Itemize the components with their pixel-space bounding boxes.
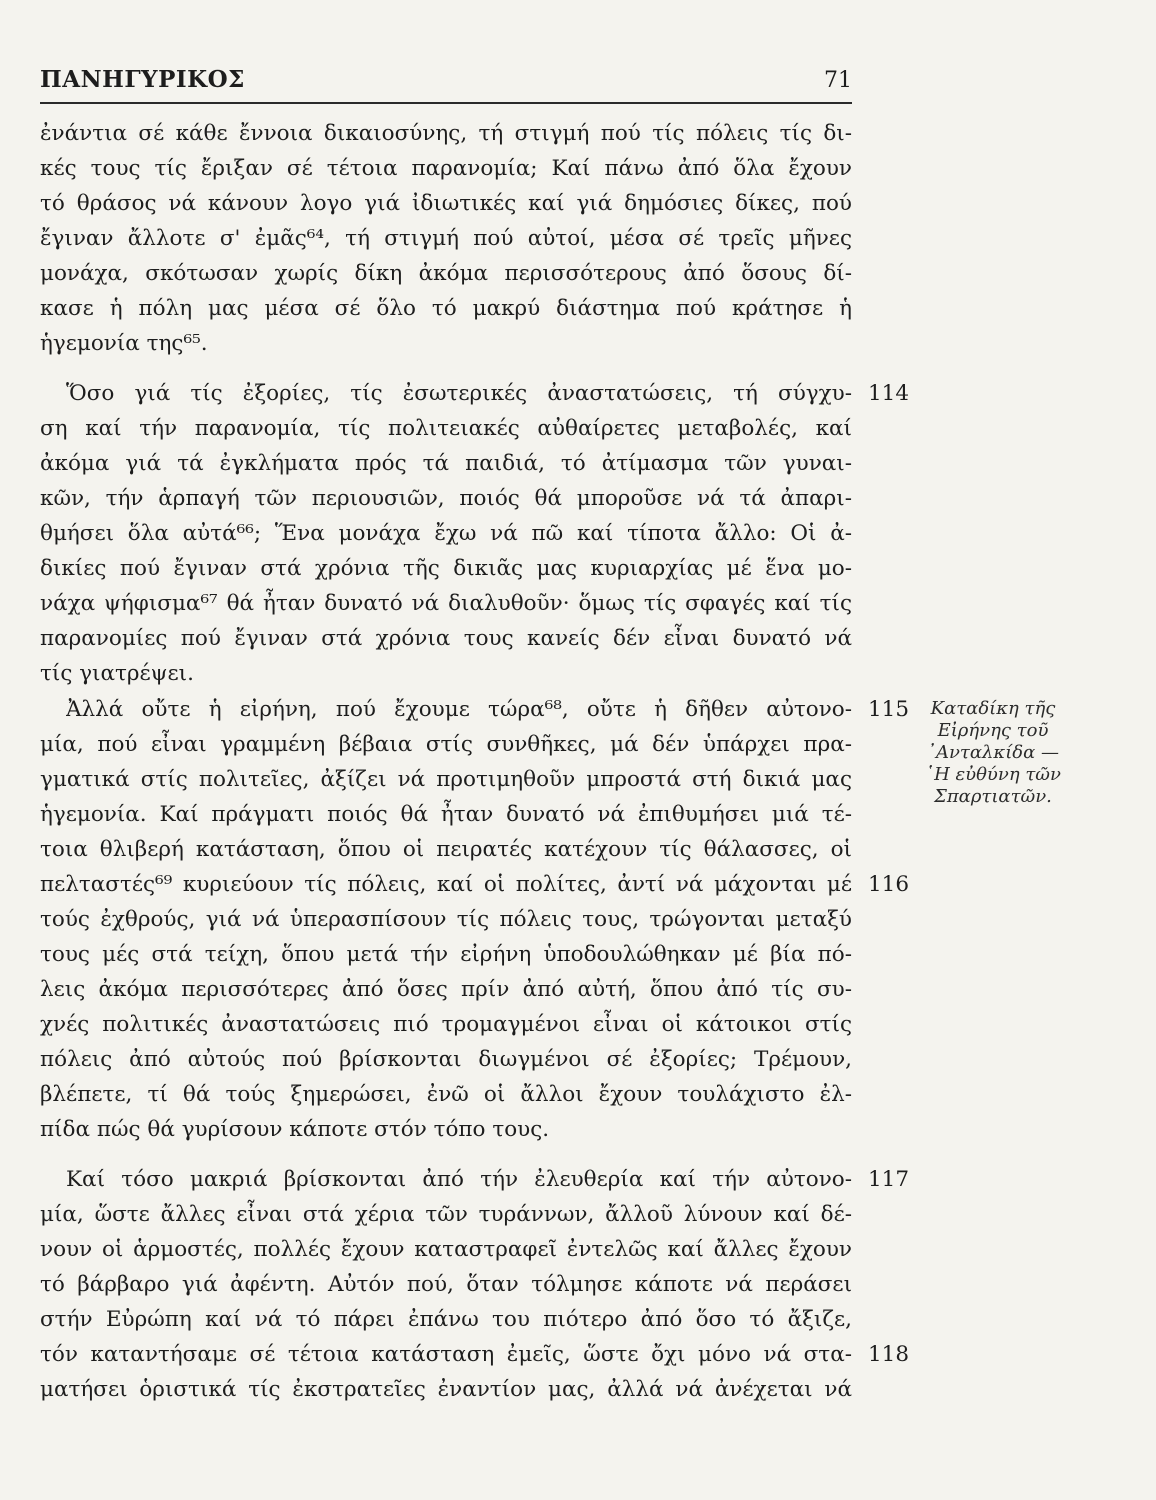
text-line: τούς ἐχθρούς, γιά νά ὑπερασπίσουν τίς πόλεις τους, τρώγονται μεταξύ	[40, 907, 852, 932]
text-line: τό θράσος νά κάνουν λογο γιά ἰδιωτικές καί γιά δημόσιες δίκες, πού	[40, 191, 852, 216]
text-line: ἡγεμονία της⁶⁵.	[40, 331, 208, 356]
text-line: Ἀλλά οὔτε ἡ εἰρήνη, πού ἔχουμε τώρα⁶⁸, οὔτε ἡ δῆθεν αὐτονο-	[66, 697, 852, 722]
text-line: τους μές στά τείχη, ὅπου μετά τήν εἰρήνη ὑποδουλώθηκαν μέ βία πό-	[40, 942, 852, 967]
text-line: Καί τόσο μακριά βρίσκονται ἀπό τήν ἐλευθερία καί τήν αὐτονο-	[66, 1167, 852, 1192]
text-line: Ὅσο γιά τίς ἐξορίες, τίς ἐσωτερικές ἀναστατώσεις, τή σύγχυ-	[66, 381, 852, 406]
margin-note	[918, 698, 1068, 808]
text-line: γματικά στίς πολιτεῖες, ἀξίζει νά προτιμηθοῦν μπροστά στή δικιά μας	[40, 767, 852, 792]
section-number: 116	[868, 872, 910, 897]
header-rule	[40, 102, 852, 104]
text-line: βλέπετε, τί θά τούς ξημερώσει, ἐνῶ οἱ ἄλλοι ἔχουν τουλάχιστο ἐλ-	[40, 1082, 852, 1107]
section-number: 115	[868, 697, 910, 722]
margin-note-line: Καταδίκη τῆς	[930, 698, 1056, 719]
text-line: ση καί τήν παρανομία, τίς πολιτειακές αὐθαίρετες μεταβολές, καί	[40, 416, 852, 441]
running-header	[40, 66, 852, 100]
section-number: 117	[868, 1167, 910, 1192]
text-line: παρανομίες πού ἔγιναν στά χρόνια τους κανείς δέν εἶναι δυνατό νά	[40, 626, 852, 651]
text-line: ματήσει ὁριστικά τίς ἐκστρατεῖες ἐναντίον μας, ἀλλά νά ἀνέχεται νά	[40, 1377, 852, 1402]
margin-note-line: ᾿Ανταλκίδα —	[926, 742, 1060, 763]
margin-note-line: Σπαρτιατῶν.	[934, 786, 1052, 807]
text-line: ἀκόμα γιά τά ἐγκλήματα πρός τά παιδιά, τό ἀτίμασμα τῶν γυναι-	[40, 451, 852, 476]
text-line: μία, πού εἶναι γραμμένη βέβαια στίς συνθῆκες, μά δέν ὑπάρχει πρα-	[40, 732, 852, 757]
text-line: δικίες πού ἔγιναν στά χρόνια τῆς δικιᾶς μας κυριαρχίας μέ ἕνα μο-	[40, 556, 852, 581]
section-number: 114	[868, 381, 910, 406]
text-line: πόλεις ἀπό αὐτούς πού βρίσκονται διωγμένοι σέ ἐξορίες; Τρέμουν,	[40, 1047, 852, 1072]
running-title: ΠΑΝΗΓΥΡΙΚΟΣ	[40, 66, 245, 93]
text-line: ἔγιναν ἄλλοτε σ' ἐμᾶς⁶⁴, τή στιγμή πού αὐτοί, μέσα σέ τρεῖς μῆνες	[40, 226, 852, 251]
text-line: τόν καταντήσαμε σέ τέτοια κατάσταση ἐμεῖς, ὥστε ὄχι μόνο νά στα-	[40, 1342, 852, 1367]
text-line: τοια θλιβερή κατάσταση, ὅπου οἱ πειρατές κατέχουν τίς θάλασσες, οἱ	[40, 837, 852, 862]
text-line: τίς γιατρέψει.	[40, 661, 194, 686]
text-line: νουν οἱ ἁρμοστές, πολλές ἔχουν καταστραφεῖ ἐντελῶς καί ἄλλες ἔχουν	[40, 1237, 852, 1262]
margin-note-line: Εἰρήνης τοῦ	[937, 720, 1049, 741]
section-number: 118	[868, 1342, 910, 1367]
text-line: πελταστές⁶⁹ κυριεύουν τίς πόλεις, καί οἱ πολίτες, ἀντί νά μάχονται μέ	[40, 872, 852, 897]
text-line: στήν Εὐρώπη καί νά τό πάρει ἐπάνω του πιότερο ἀπό ὅσο τό ἄξιζε,	[40, 1307, 852, 1332]
margin-note-line: ῾Η εὐθύνη τῶν	[925, 764, 1061, 785]
text-line: ἐνάντια σέ κάθε ἔννοια δικαιοσύνης, τή στιγμή πού τίς πόλεις τίς δι-	[40, 121, 852, 146]
text-line: μονάχα, σκότωσαν χωρίς δίκη ἀκόμα περισσότερους ἀπό ὅσους δί-	[40, 261, 852, 286]
text-line: χνές πολιτικές ἀναστατώσεις πιό τρομαγμένοι εἶναι οἱ κάτοικοι στίς	[40, 1012, 852, 1037]
text-line: τό βάρβαρο γιά ἀφέντη. Αὐτόν πού, ὅταν τόλμησε κάποτε νά περάσει	[40, 1272, 852, 1297]
text-line: νάχα ψήφισμα⁶⁷ θά ἦταν δυνατό νά διαλυθοῦν· ὅμως τίς σφαγές καί τίς	[40, 591, 852, 616]
text-line: λεις ἀκόμα περισσότερες ἀπό ὅσες πρίν ἀπό αὐτή, ὅπου ἀπό τίς συ-	[40, 977, 852, 1002]
text-line: θμήσει ὅλα αὐτά⁶⁶; Ἕνα μονάχα ἔχω νά πῶ καί τίποτα ἄλλο: Οἱ ἀ-	[40, 521, 852, 546]
text-line: πίδα πώς θά γυρίσουν κάποτε στόν τόπο τους.	[40, 1117, 550, 1142]
text-line: κασε ἡ πόλη μας μέσα σέ ὅλο τό μακρύ διάστημα πού κράτησε ἡ	[40, 296, 852, 321]
text-line: μία, ὥστε ἄλλες εἶναι στά χέρια τῶν τυράννων, ἄλλοῦ λύνουν καί δέ-	[40, 1202, 852, 1227]
text-line: κές τους τίς ἔριξαν σέ τέτοια παρανομία; Καί πάνω ἀπό ὅλα ἔχουν	[40, 156, 852, 181]
page-number: 71	[824, 68, 852, 93]
text-line: ἡγεμονία. Καί πράγματι ποιός θά ἦταν δυνατό νά ἐπιθυμήσει μιά τέ-	[40, 802, 852, 827]
text-line: κῶν, τήν ἁρπαγή τῶν περιουσιῶν, ποιός θά μποροῦσε νά τά ἀπαρι-	[40, 486, 852, 511]
